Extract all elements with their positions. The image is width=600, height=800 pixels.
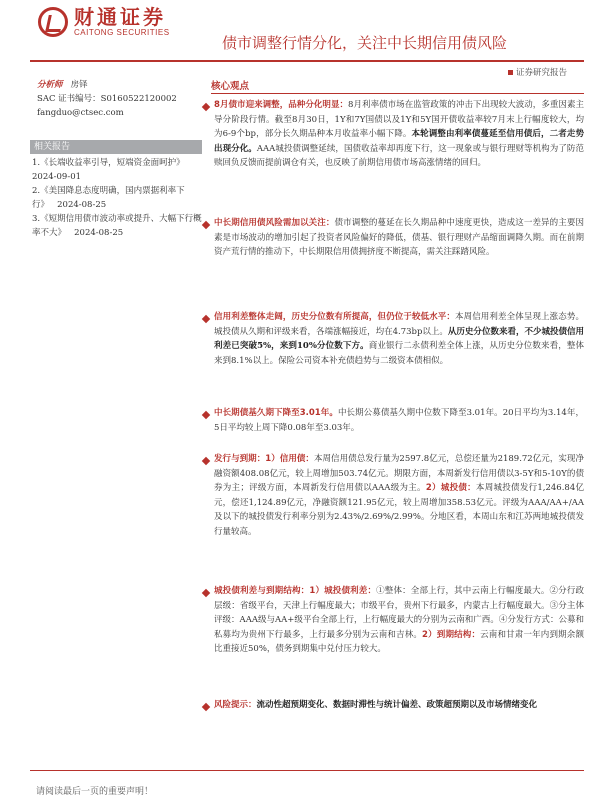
bullet-icon	[202, 411, 210, 419]
related-item[interactable]: 1.《长端收益率引导，短端资金面呵护》 2024-09-01	[32, 158, 185, 182]
square-icon	[508, 70, 513, 75]
header-rule	[30, 60, 584, 62]
section-4: 中长期债基久期下降至3.01年。中长期公募债基久期中位数下降至3.01年。20日平均为3.14年，5日平均较上周下降0.08年至3.03年。	[214, 408, 584, 433]
logo-en: CAITONG SECURITIES	[74, 28, 170, 37]
logo-cn: 财通证券	[74, 5, 166, 29]
report-title: 债市调整行情分化，关注中长期信用债风险	[222, 34, 508, 52]
related-list	[32, 156, 204, 240]
core-header: 核心观点	[211, 78, 584, 94]
footer-rule	[30, 770, 584, 771]
bullet-icon	[202, 457, 210, 465]
bullet-icon	[202, 589, 210, 597]
bullet-icon	[202, 103, 210, 111]
cert-number: S0160522120002	[100, 94, 177, 104]
section-1: 8月债市迎来调整，品种分化明显：8月利率债市场在监管政策的冲击下出现较大波动，多重因素主导分阶段行情。截至8月30日，1Y和7Y国债以及1Y和5Y国开债收益率较7月末上行幅度较大，均为6-9个bp，部分长久期品种本月收益率小幅下降。本轮调整由利率债蔓延至信用债后，二者走势出现分化。AAA城投债调整延续，国债收益率却再度下行，这一现象或与银行理财等机构为了防范赎回负反馈而提前调仓有关，也反映了前期信用债市场高涨情绪的回归。	[214, 100, 584, 169]
logo-mark-icon	[38, 7, 68, 37]
dept-label: 证券研究报告	[508, 66, 567, 78]
section-6: 城投债利差与到期结构：1）城投债利差：①整体：全部上行，其中云南上行幅度最大。②分行政层级：省级平台，天津上行幅度最大；市级平台，贵州下行最多，内蒙古上行幅度最大。③分主体评级：AAA级与AA+级平台全部上行，上行幅度最大的分别为云南和广西。④分发行方式：公募和私募均为贵州下行最多，上行最多分别为云南和吉林。2）到期结构：云南和甘肃一年内到期余额比重接近50%，债务到期集中兑付压力较大。	[214, 586, 584, 655]
bullet-icon	[202, 315, 210, 323]
analyst-email[interactable]: fangduo@ctsec.com	[37, 108, 124, 118]
related-item[interactable]: 2.《美国降息态度明确，国内票据利率下行》 2024-08-25	[32, 186, 185, 210]
section-risk: 风险提示：流动性超预期变化、数据时滞性与统计偏差、政策超预期以及市场情绪变化	[214, 700, 538, 710]
section-5: 发行与到期：1）信用债：本周信用债总发行量为2597.8亿元，总偿还量为2189.72亿元，实现净融资额408.08亿元，较上周增加503.74亿元。期限方面，本周新发行信用债以3-5Y和5-10Y的债券为主；评级方面，本周新发行信用债以AAA级为主。2）城投债：本周城投债发行1,246.84亿元，偿还1,124.89亿元，净融资额121.95亿元，较上周增加358.53亿元。评级为AAA/AA+/AA及以下的城投债发行利率分别为2.43%/2.69%/2.99%。分地区看，本周山东和江苏两地城投债发行量较高。	[214, 454, 585, 537]
section-3: 信用利差整体走阔，历史分位数有所提高，但仍位于较低水平：本周信用利差全体呈现上涨态势。城投债从久期和评级来看，各端涨幅接近，均在4.73bp以上。从历史分位数来看，不少城投债信用利差已突破5%，来到10%分位数下方。商业银行二永债利差全体上涨，从历史分位数来看，整体来到8.1%以上。保险公司资本补充债趋势与二级资本债相似。	[214, 312, 584, 366]
analyst-name: 房铎	[70, 80, 88, 90]
related-header: 相关报告	[30, 140, 202, 154]
section-2: 中长期信用债风险需加以关注：债市调整的蔓延在长久期品种中速度更快，造成这一差异的主要因素是市场波动的增加引起了投资者风险偏好的降低，债基、银行理财产品缩面调降久期。而在前期资产荒行情的推动下，中长期限信用债拥挤度不断提高，需关注踩踏风险。	[214, 218, 584, 258]
company-logo	[38, 6, 170, 37]
footer-disclaimer: 请阅读最后一页的重要声明！	[36, 787, 154, 797]
analyst-info	[37, 78, 177, 120]
bullet-icon	[202, 703, 210, 711]
analyst-label: 分析师	[37, 80, 63, 90]
related-item[interactable]: 3.《短期信用债市波动率或提升、大幅下行概率不大》 2024-08-25	[32, 214, 202, 238]
cert-label: SAC 证书编号：	[37, 94, 101, 104]
